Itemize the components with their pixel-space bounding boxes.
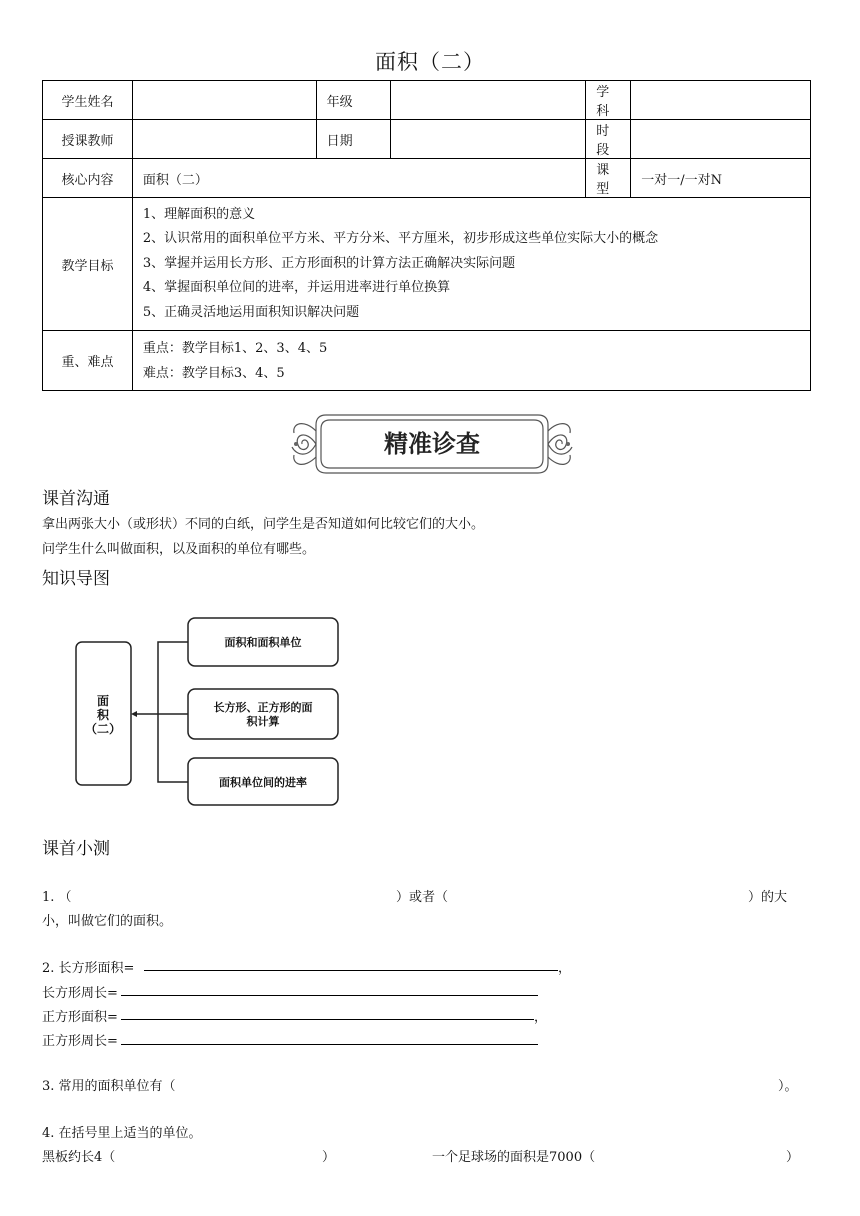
q4-instruction: 4. 在括号里上适当的单位。 — [42, 1126, 202, 1141]
date-label: 日期 — [316, 120, 390, 159]
q3-prefix: 3. 常用的面积单位有（ — [42, 1079, 176, 1094]
section-banner — [286, 407, 578, 481]
period-cell[interactable] — [631, 120, 811, 159]
q4-blackboard-close: ） — [322, 1150, 336, 1165]
q2-square-area-label: 正方形面积= — [42, 1010, 118, 1025]
goal-item: 1、理解面积的意义 — [142, 206, 256, 222]
map-branch-text: 积计算 — [246, 715, 280, 728]
teacher-label: 授课教师 — [43, 120, 133, 159]
q4-football-field: 一个足球场的面积是7000（ — [432, 1150, 596, 1165]
map-root-text: 面 — [96, 694, 110, 708]
intro-line: 拿出两张大小（或形状）不同的白纸，问学生是否知道如何比较它们的大小。 — [42, 517, 485, 532]
knowledge-map — [70, 612, 350, 812]
q1-prefix: 1. （ — [42, 890, 72, 905]
subject-cell[interactable] — [631, 81, 811, 120]
key-points — [132, 331, 810, 391]
map-branch-box — [188, 689, 338, 739]
goals-label: 教学目标 — [43, 198, 133, 331]
goal-item: 2、认识常用的面积单位平方米、平方分米、平方厘米，初步形成这些单位实际大小的概念 — [142, 231, 659, 247]
map-branch-text: 面积单位间的进率 — [219, 776, 307, 789]
lesson-info-table — [42, 80, 811, 391]
goal-item: 5、正确灵活地运用面积知识解决问题 — [142, 304, 360, 320]
teacher-cell[interactable] — [132, 120, 316, 159]
q2-rect-perimeter-blank[interactable] — [121, 995, 538, 996]
q2-comma: ， — [558, 961, 572, 976]
key-points-label: 重、难点 — [43, 331, 133, 391]
key-point: 重点：教学目标1、2、3、4、5 — [142, 340, 328, 356]
q2-rect-area-blank[interactable] — [144, 970, 558, 971]
period-label: 时段 — [586, 120, 631, 159]
core-content-value: 面积（二） — [132, 159, 585, 198]
goal-item: 3、掌握并运用长方形、正方形面积的计算方法正确解决实际问题 — [142, 255, 516, 271]
mindmap-heading: 知识导图 — [42, 569, 110, 589]
q2-comma: ， — [534, 1010, 548, 1025]
quiz-heading: 课首小测 — [42, 839, 110, 859]
q2-square-perimeter-label: 正方形周长= — [42, 1034, 118, 1049]
page-title: 面积（二） — [375, 50, 485, 74]
q4-football-field-close: ） — [786, 1150, 800, 1165]
subject-label: 学科 — [586, 81, 631, 120]
q2-square-area-blank[interactable] — [121, 1019, 534, 1020]
student-name-label: 学生姓名 — [43, 81, 133, 120]
q1-suffix: ）的大 — [748, 890, 788, 905]
map-root-text: （二） — [84, 722, 122, 736]
intro-line: 问学生什么叫做面积，以及面积的单位有哪些。 — [42, 542, 316, 557]
grade-label: 年级 — [316, 81, 390, 120]
goal-item: 4、掌握面积单位间的进率，并运用进率进行单位换算 — [142, 280, 451, 296]
core-content-label: 核心内容 — [43, 159, 133, 198]
date-cell[interactable] — [390, 120, 586, 159]
q2-square-perimeter-blank[interactable] — [121, 1044, 538, 1045]
map-branch-text: 长方形、正方形的面 — [213, 701, 313, 714]
map-root-text: 积 — [96, 708, 110, 722]
grade-cell[interactable] — [390, 81, 586, 120]
q4-blackboard: 黑板约长4（ — [42, 1150, 116, 1165]
difficult-point: 难点：教学目标3、4、5 — [142, 365, 285, 381]
q3-suffix: ）。 — [778, 1079, 798, 1094]
lesson-type-value: 一对一/一对N — [631, 159, 811, 198]
q2-rect-perimeter-label: 长方形周长= — [42, 986, 118, 1001]
intro-heading: 课首沟通 — [42, 489, 110, 509]
goals-list — [132, 198, 810, 331]
map-branch-text: 面积和面积单位 — [224, 636, 302, 649]
student-name-cell[interactable] — [132, 81, 316, 120]
banner-title: 精准诊查 — [384, 429, 480, 458]
q2-rect-area-label: 2. 长方形面积= — [42, 961, 135, 976]
q1-continuation: 小，叫做它们的面积。 — [42, 914, 173, 929]
lesson-type-label: 课型 — [586, 159, 631, 198]
q1-middle: ）或者（ — [396, 890, 449, 905]
